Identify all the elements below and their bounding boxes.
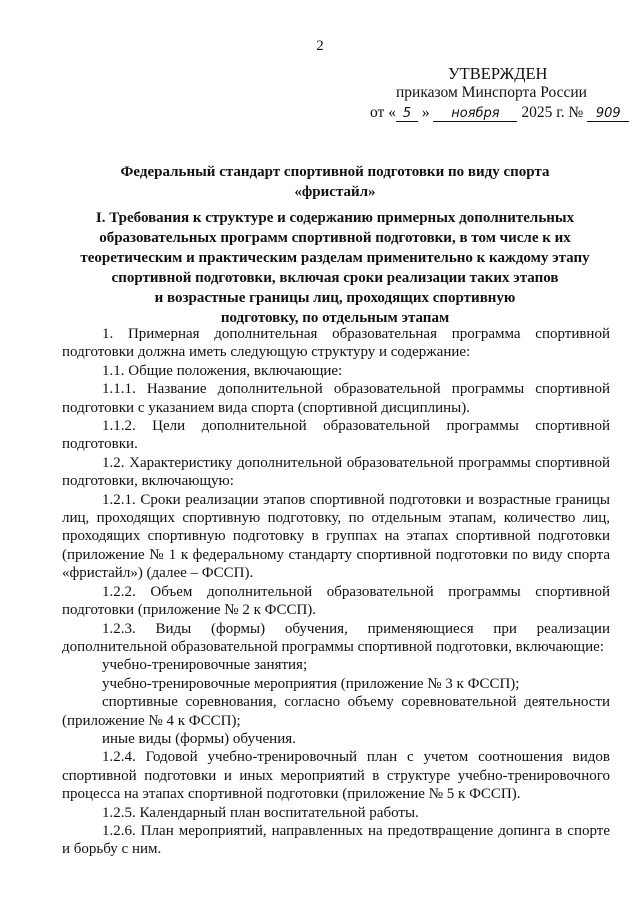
order-number: 909 bbox=[587, 106, 629, 122]
date-year: 2025 г. № bbox=[521, 104, 584, 121]
paragraph-1-2-3: 1.2.3. Виды (формы) обучения, применяющиеся при реализации дополнительной образовательной программы спортивной подготовки, включающие: bbox=[62, 620, 610, 655]
date-day: 5 bbox=[396, 106, 418, 122]
list-item-competitions: спортивные соревнования, согласно объему соревновательной деятельности (приложение № 4 к ФССП); bbox=[62, 694, 610, 729]
paragraph-1-2-5: 1.2.5. Календарный план воспитательной работы. bbox=[102, 804, 419, 821]
section-line-3: теоретическим и практическим разделам применительно к каждому этапу bbox=[80, 250, 590, 266]
section-line-1: I. Требования к структуре и содержанию примерных дополнительных bbox=[95, 210, 575, 226]
approval-order: приказом Минспорта России bbox=[396, 84, 587, 101]
paragraph-1-1-1: 1.1.1. Название дополнительной образовательной программы спортивной подготовки с указанием вида спорта (спортивной дисциплины). bbox=[62, 381, 610, 416]
date-quote-close: » bbox=[421, 104, 430, 121]
page-number: 2 bbox=[316, 38, 324, 54]
list-item-other-forms: иные виды (формы) обучения. bbox=[102, 730, 296, 747]
paragraph-1-2-4: 1.2.4. Годовой учебно-тренировочный план с учетом соотношения видов спортивной подготовки и иных мероприятий в структуре учебно-тренировочного процесса на этапах спортивной подготовки (приложение № 5 к ФССП). bbox=[62, 749, 610, 803]
section-line-6: подготовку, по отдельным этапам bbox=[220, 310, 450, 326]
approval-heading: УТВЕРЖДЕН bbox=[448, 64, 548, 83]
paragraph-1-1-2: 1.1.2. Цели дополнительной образовательной программы спортивной подготовки. bbox=[62, 418, 610, 453]
section-line-2: образовательных программ спортивной подготовки, в том числе к их bbox=[99, 230, 571, 246]
paragraph-1: 1. Примерная дополнительная образовательная программа спортивной подготовки должна иметь следующую структуру и содержание: bbox=[62, 326, 610, 361]
document-body bbox=[62, 325, 610, 859]
paragraph-1-1: 1.1. Общие положения, включающие: bbox=[102, 362, 343, 379]
list-item-training-sessions: учебно-тренировочные занятия; bbox=[102, 657, 308, 674]
section-line-5: и возрастные границы лиц, проходящих спортивную bbox=[154, 290, 516, 306]
date-month: ноября bbox=[433, 106, 517, 122]
approval-date-line bbox=[370, 104, 629, 122]
section-line-4: спортивной подготовки, включая сроки реализации таких этапов bbox=[111, 270, 559, 286]
document-title bbox=[60, 162, 610, 202]
date-prefix: от « bbox=[370, 104, 396, 121]
title-line-1: Федеральный стандарт спортивной подготовки по виду спорта bbox=[120, 164, 550, 180]
paragraph-1-2-6: 1.2.6. План мероприятий, направленных на предотвращение допинга в спорте и борьбу с ним. bbox=[62, 822, 610, 858]
paragraph-1-2: 1.2. Характеристику дополнительной образовательной программы спортивной подготовки, включающую: bbox=[62, 454, 610, 490]
paragraph-1-2-1: 1.2.1. Сроки реализации этапов спортивной подготовки и возрастные границы лиц, проходящих спортивную подготовку, по отдельным этапам, количество лиц, проходящих спортивную подготовку в группах на этапах спортивной подготовки (приложение № 1 к федеральному стандарту спортивной подготовки по виду спорта «фристайл») (далее – ФССП). bbox=[62, 491, 610, 582]
paragraph-1-2-2: 1.2.2. Объем дополнительной образовательной программы спортивной подготовки (приложение № 2 к ФССП). bbox=[62, 583, 610, 619]
list-item-training-events: учебно-тренировочные мероприятия (приложение № 3 к ФССП); bbox=[102, 675, 520, 692]
section-heading bbox=[60, 208, 610, 328]
title-line-2: «фристайл» bbox=[294, 184, 376, 200]
